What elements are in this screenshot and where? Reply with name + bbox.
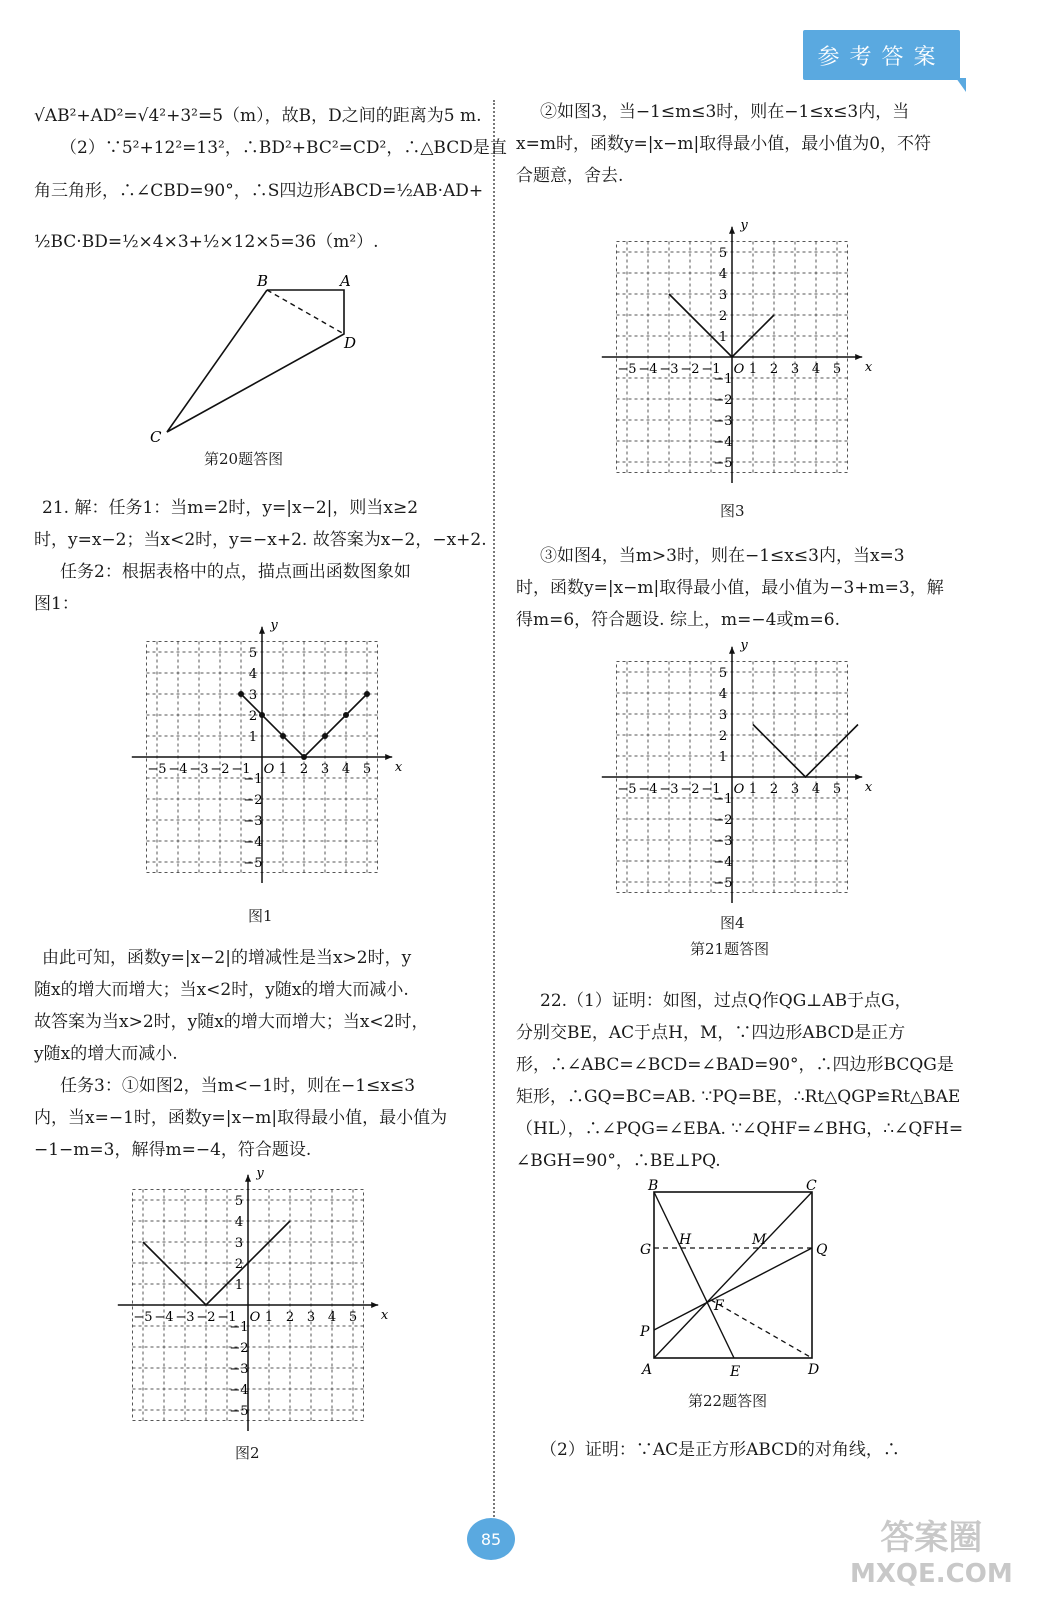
- x-tick-label: 1: [264, 1310, 274, 1325]
- text-line: 角三角形，∴∠CBD=90°，∴S四边形ABCD=½AB·AD+: [34, 181, 484, 201]
- watermark-logo: [850, 1520, 1013, 1592]
- text-line: ③如图4，当m>3时，则在−1≤x≤3内，当x=3: [540, 546, 905, 566]
- x-tick-label: 4: [811, 362, 821, 377]
- text-line: ½BC·BD=½×4×3+½×12×5=36（m²）.: [34, 232, 379, 252]
- label-c: C: [150, 428, 162, 446]
- x-tick-label: −3: [189, 762, 209, 777]
- figure-2-graph: [116, 1165, 389, 1440]
- text-line: ②如图3，当−1≤m≤3时，则在−1≤x≤3内，当: [540, 102, 910, 122]
- x-tick-label: −2: [210, 762, 230, 777]
- x-tick-label: −3: [175, 1310, 195, 1325]
- column-divider: [493, 100, 495, 1540]
- x-tick-label: −2: [680, 782, 700, 797]
- x-tick-label: 4: [341, 762, 351, 777]
- y-tick-label: 4: [234, 1215, 244, 1230]
- text-line: 矩形，∴GQ=BC=AB. ∵PQ=BE，∴Rt△QGP≌Rt△BAE: [516, 1087, 961, 1107]
- origin-label: O: [249, 1310, 261, 1325]
- y-tick-label: −2: [713, 393, 733, 408]
- watermark-line1: 答案圈: [880, 1518, 983, 1558]
- page-number: 85: [467, 1518, 515, 1560]
- y-tick-label: 1: [234, 1278, 244, 1293]
- y-tick-label: −5: [713, 456, 733, 471]
- label-h: H: [679, 1232, 692, 1248]
- x-tick-label: −2: [680, 362, 700, 377]
- y-tick-label: 1: [718, 750, 728, 765]
- plotted-point: [301, 754, 307, 760]
- y-tick-label: −2: [229, 1341, 249, 1356]
- y-tick-label: −5: [243, 856, 263, 871]
- origin-label: O: [733, 362, 745, 377]
- y-axis-label: y: [270, 617, 278, 633]
- x-tick-label: −2: [196, 1310, 216, 1325]
- x-axis-label: x: [394, 760, 403, 775]
- label-q: Q: [816, 1242, 828, 1258]
- x-tick-label: 5: [832, 782, 842, 797]
- y-tick-label: −4: [713, 855, 733, 870]
- figure-3-graph: [600, 217, 873, 492]
- y-tick-label: 2: [718, 729, 728, 744]
- text-line: 随x的增大而增大；当x<2时，y随x的增大而减小.: [34, 980, 409, 1000]
- text-line: y随x的增大而减小.: [34, 1044, 178, 1064]
- x-tick-label: 4: [327, 1310, 337, 1325]
- x-tick-label: −4: [168, 762, 188, 777]
- x-tick-label: 2: [769, 782, 779, 797]
- x-tick-label: −4: [638, 782, 658, 797]
- function-graph-line: [669, 294, 774, 357]
- figure-20-quadrilateral: [140, 268, 370, 448]
- y-tick-label: 5: [234, 1194, 244, 1209]
- y-tick-label: −1: [229, 1320, 249, 1335]
- figure-1-graph: [130, 617, 403, 892]
- plotted-point: [364, 691, 370, 697]
- x-tick-label: −4: [154, 1310, 174, 1325]
- function-graph-line: [753, 725, 858, 778]
- y-tick-label: −4: [713, 435, 733, 450]
- text-line: （HL），∴∠PQG=∠EBA. ∵∠QHF=∠BHG，∴∠QFH=: [516, 1119, 964, 1139]
- y-tick-label: −4: [229, 1383, 249, 1398]
- figure-2-caption: 图2: [235, 1444, 260, 1462]
- segment-be: [654, 1192, 734, 1358]
- text-line: 22.（1）证明：如图，过点Q作QG⊥AB于点G，: [540, 991, 912, 1011]
- text-line: −1−m=3，解得m=−4，符合题设.: [34, 1140, 312, 1160]
- answer-key-tab: 参考答案: [803, 30, 960, 80]
- x-tick-label: 3: [790, 362, 800, 377]
- watermark-line2: MXQE.COM: [850, 1559, 1013, 1589]
- x-tick-label: −3: [659, 782, 679, 797]
- label-b: B: [257, 272, 269, 290]
- text-line: 合题意，舍去.: [516, 166, 624, 186]
- x-tick-label: −1: [217, 1310, 237, 1325]
- x-axis-arrow: [855, 774, 862, 780]
- x-tick-label: 4: [811, 782, 821, 797]
- text-line: 时，函数y=|x−m|取得最小值，最小值为−3+m=3，解: [516, 578, 944, 598]
- plotted-point: [322, 733, 328, 739]
- x-axis-label: x: [864, 780, 873, 795]
- x-tick-label: −5: [133, 1310, 153, 1325]
- quad-diagonal-bd: [267, 290, 344, 334]
- segment-ac: [654, 1192, 812, 1358]
- y-tick-label: −4: [243, 835, 263, 850]
- text-line: x=m时，函数y=|x−m|取得最小值，最小值为0，不符: [516, 134, 932, 154]
- figure-20-caption: 第20题答图: [204, 450, 284, 468]
- x-tick-label: 2: [769, 362, 779, 377]
- x-tick-label: 3: [790, 782, 800, 797]
- plotted-point: [259, 712, 265, 718]
- x-tick-label: 1: [748, 782, 758, 797]
- y-tick-label: −3: [229, 1362, 249, 1377]
- text-line: 分别交BE，AC于点H，M，∵四边形ABCD是正方: [516, 1023, 906, 1043]
- origin-label: O: [733, 782, 745, 797]
- figure-3-caption: 图3: [720, 502, 745, 520]
- text-line: 图1：: [34, 594, 79, 614]
- y-tick-label: 4: [718, 267, 728, 282]
- y-axis-arrow: [245, 1175, 251, 1182]
- label-m: M: [752, 1232, 767, 1248]
- y-axis-arrow: [729, 227, 735, 234]
- x-tick-label: −5: [617, 362, 637, 377]
- y-tick-label: −1: [243, 772, 263, 787]
- x-tick-label: 1: [748, 362, 758, 377]
- y-axis-label: y: [740, 217, 748, 233]
- label-a: A: [340, 272, 351, 290]
- y-tick-label: 1: [718, 330, 728, 345]
- plotted-point: [280, 733, 286, 739]
- text-line: 故答案为当x>2时，y随x的增大而增大；当x<2时，: [34, 1012, 429, 1032]
- origin-label: O: [263, 762, 275, 777]
- y-tick-label: 2: [718, 309, 728, 324]
- text-line: √AB²+AD²=√4²+3²=5（m），故B，D之间的距离为5 m.: [34, 106, 482, 126]
- label-f: F: [714, 1298, 724, 1314]
- label-b: B: [648, 1178, 659, 1194]
- figure-4-caption: 图4: [720, 914, 745, 932]
- x-tick-label: −1: [701, 782, 721, 797]
- x-tick-label: 2: [299, 762, 309, 777]
- x-tick-label: 3: [320, 762, 330, 777]
- x-axis-label: x: [864, 360, 873, 375]
- x-tick-label: −1: [701, 362, 721, 377]
- x-tick-label: 3: [306, 1310, 316, 1325]
- figure-1-caption: 图1: [248, 907, 273, 925]
- x-axis-arrow: [385, 754, 392, 760]
- text-line: 由此可知，函数y=|x−2|的增减性是当x>2时，y: [42, 948, 412, 968]
- plotted-point: [343, 712, 349, 718]
- x-tick-label: 2: [285, 1310, 295, 1325]
- y-tick-label: −1: [713, 372, 733, 387]
- x-axis-arrow: [371, 1302, 378, 1308]
- x-tick-label: −5: [147, 762, 167, 777]
- x-tick-label: −5: [617, 782, 637, 797]
- y-axis-arrow: [729, 647, 735, 654]
- x-tick-label: −1: [231, 762, 251, 777]
- y-tick-label: 4: [718, 687, 728, 702]
- segment-fd-dashed: [711, 1300, 812, 1358]
- y-tick-label: −5: [229, 1404, 249, 1419]
- x-tick-label: 5: [348, 1310, 358, 1325]
- x-tick-label: 5: [362, 762, 372, 777]
- x-tick-label: −3: [659, 362, 679, 377]
- y-tick-label: 4: [248, 667, 258, 682]
- text-line: 形，∴∠ABC=∠BCD=∠BAD=90°，∴四边形BCQG是: [516, 1055, 954, 1075]
- y-tick-label: 5: [718, 246, 728, 261]
- y-tick-label: 5: [718, 666, 728, 681]
- y-tick-label: 1: [248, 730, 258, 745]
- text-line: 任务2：根据表格中的点，描点画出函数图象如: [60, 562, 411, 582]
- y-tick-label: 2: [234, 1257, 244, 1272]
- label-d: D: [808, 1362, 820, 1378]
- text-line: 内，当x=−1时，函数y=|x−m|取得最小值，最小值为: [34, 1108, 448, 1128]
- y-tick-label: 3: [718, 288, 728, 303]
- y-tick-label: 3: [234, 1236, 244, 1251]
- figure-22-caption: 第22题答图: [688, 1392, 768, 1410]
- y-tick-label: 5: [248, 646, 258, 661]
- text-line: （2）证明：∵AC是正方形ABCD的对角线，∴: [540, 1440, 900, 1460]
- text-line: ∠BGH=90°，∴BE⊥PQ.: [516, 1151, 721, 1171]
- label-a: A: [642, 1362, 653, 1378]
- x-axis-arrow: [855, 354, 862, 360]
- y-tick-label: 2: [248, 709, 258, 724]
- quad-outline: [167, 290, 344, 432]
- y-tick-label: −3: [713, 834, 733, 849]
- x-tick-label: 5: [832, 362, 842, 377]
- y-tick-label: −3: [243, 814, 263, 829]
- plotted-point: [238, 691, 244, 697]
- label-d: D: [344, 334, 357, 352]
- y-axis-label: y: [256, 1165, 264, 1181]
- figure-21-caption: 第21题答图: [690, 940, 770, 958]
- label-c: C: [806, 1178, 817, 1194]
- y-tick-label: −2: [243, 793, 263, 808]
- y-tick-label: −5: [713, 876, 733, 891]
- label-g: G: [640, 1242, 652, 1258]
- y-tick-label: 3: [248, 688, 258, 703]
- x-tick-label: 1: [278, 762, 288, 777]
- text-line: 任务3：①如图2，当m<−1时，则在−1≤x≤3: [60, 1076, 416, 1096]
- text-line: （2）∵5²+12²=13²，∴BD²+BC²=CD²，∴△BCD是直: [60, 138, 507, 158]
- text-line: 21. 解：任务1：当m=2时，y=|x−2|，则当x≥2: [42, 498, 419, 518]
- figure-4-graph: [600, 637, 873, 912]
- label-e: E: [730, 1364, 741, 1380]
- x-tick-label: −4: [638, 362, 658, 377]
- x-axis-label: x: [380, 1308, 389, 1323]
- y-tick-label: −1: [713, 792, 733, 807]
- segment-pq: [654, 1248, 812, 1330]
- label-p: P: [640, 1324, 650, 1340]
- y-tick-label: 3: [718, 708, 728, 723]
- text-line: 时，y=x−2；当x<2时，y=−x+2. 故答案为x−2，−x+2.: [34, 530, 487, 550]
- y-axis-arrow: [259, 627, 265, 634]
- y-tick-label: −3: [713, 414, 733, 429]
- text-line: 得m=6，符合题设. 综上，m=−4或m=6.: [516, 610, 840, 630]
- y-tick-label: −2: [713, 813, 733, 828]
- figure-22-square: [634, 1180, 844, 1380]
- y-axis-label: y: [740, 637, 748, 653]
